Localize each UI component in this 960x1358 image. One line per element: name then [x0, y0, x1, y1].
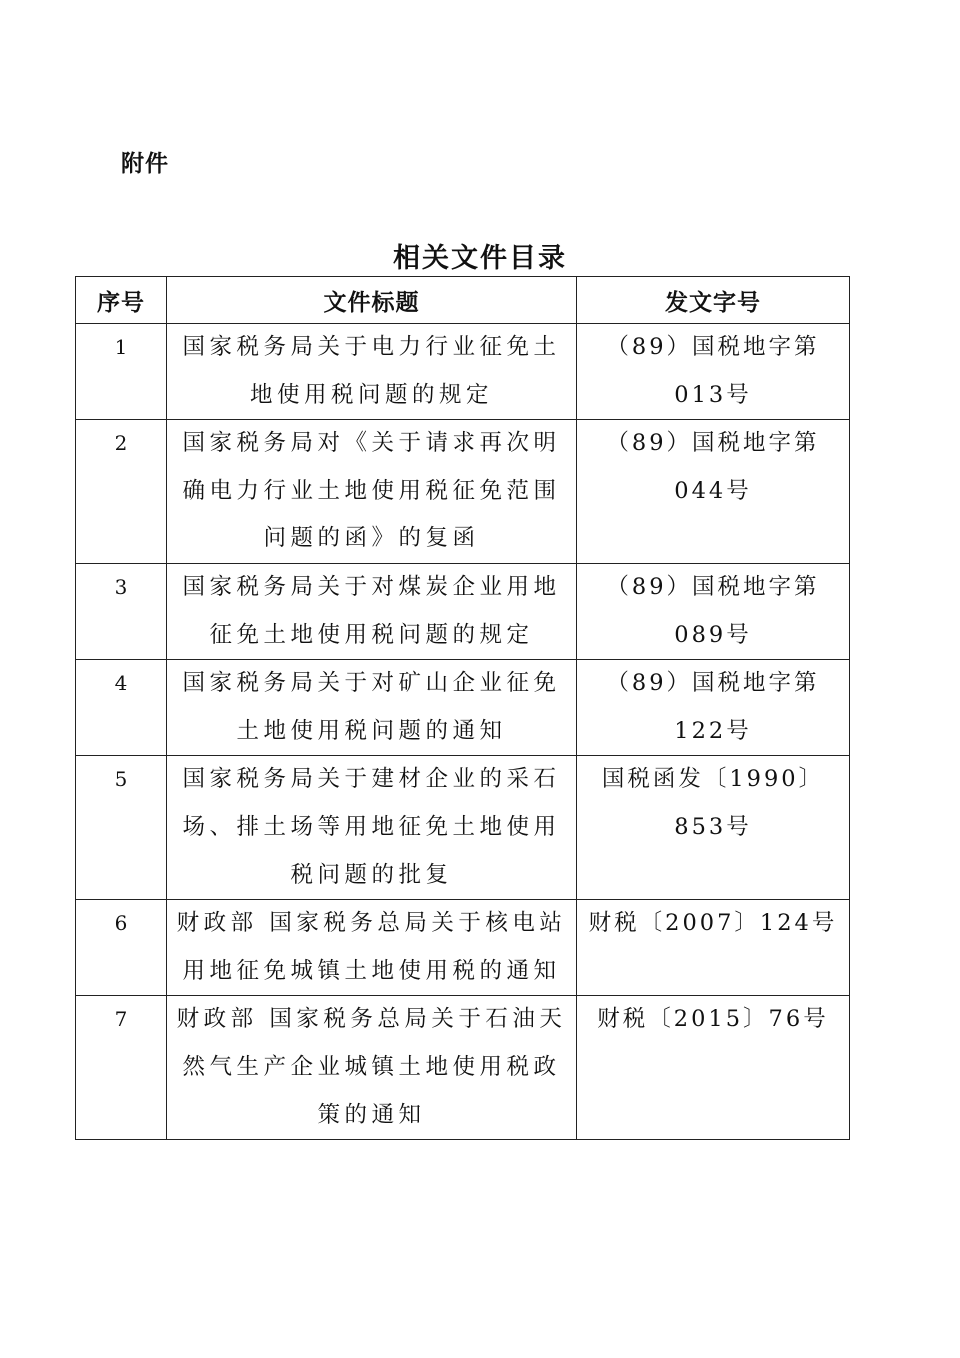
document-title: 相关文件目录: [393, 243, 567, 274]
row-document-title: 财政部 国家税务总局关于核电站用地征免城镇土地使用税的通知: [167, 900, 577, 996]
header-document-title: 文件标题: [167, 277, 577, 324]
row-document-title: 国家税务局关于对煤炭企业用地征免土地使用税问题的规定: [167, 563, 577, 659]
table-row: [76, 563, 850, 659]
row-document-number: （89）国税地字第044号: [577, 420, 850, 564]
document-list-table: [75, 276, 850, 1140]
table-header-row: [76, 277, 850, 324]
table-row: [76, 996, 850, 1140]
row-serial-number: 7: [76, 996, 167, 1140]
row-serial-number: 1: [76, 324, 167, 420]
header-document-number: 发文字号: [577, 277, 850, 324]
row-document-number: （89）国税地字第013号: [577, 324, 850, 420]
row-serial-number: 6: [76, 900, 167, 996]
table-row: [76, 756, 850, 900]
row-document-title: 国家税务局对《关于请求再次明确电力行业土地使用税征免范围问题的函》的复函: [167, 420, 577, 564]
row-document-number: （89）国税地字第122号: [577, 660, 850, 756]
row-document-number: 财税〔2007〕124号: [577, 900, 850, 996]
row-serial-number: 4: [76, 660, 167, 756]
table-row: [76, 660, 850, 756]
row-document-title: 国家税务局关于电力行业征免土地使用税问题的规定: [167, 324, 577, 420]
attachment-label: 附件: [121, 151, 169, 177]
row-serial-number: 3: [76, 563, 167, 659]
row-serial-number: 2: [76, 420, 167, 564]
row-serial-number: 5: [76, 756, 167, 900]
header-serial-number: 序号: [76, 277, 167, 324]
table-row: [76, 900, 850, 996]
row-document-title: 国家税务局关于对矿山企业征免土地使用税问题的通知: [167, 660, 577, 756]
row-document-title: 财政部 国家税务总局关于石油天然气生产企业城镇土地使用税政策的通知: [167, 996, 577, 1140]
row-document-number: （89）国税地字第089号: [577, 563, 850, 659]
table-row: [76, 324, 850, 420]
row-document-title: 国家税务局关于建材企业的采石场、排土场等用地征免土地使用税问题的批复: [167, 756, 577, 900]
row-document-number: 财税〔2015〕76号: [577, 996, 850, 1140]
table-row: [76, 420, 850, 564]
row-document-number: 国税函发〔1990〕853号: [577, 756, 850, 900]
